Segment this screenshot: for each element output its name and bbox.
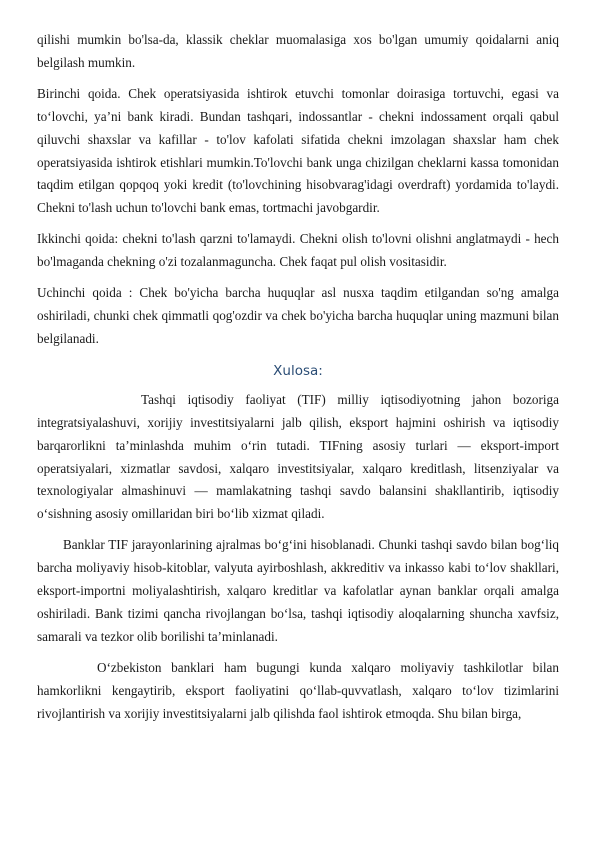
paragraph-rules-intro: qilishi mumkin bo'lsa-da, klassik cheklar muomalasiga xos bo'lgan umumiy qoidalarni aniq belgilash mumkin.	[37, 32, 559, 70]
paragraph-conclusion-banks: Banklar TIF jarayonlarining ajralmas bo‘g‘ini hisoblanadi. Chunki tashqi savdo bilan bog‘liq barcha moliyaviy hisob-kitoblar, valyuta ayirboshlash, akkreditiv va inkasso kabi to‘lov shakllari, eksport-importni moliyalashtirish, xalqaro kreditlar va kafolatlar aynan banklar orqali amalga oshiriladi. Bank tizimi qancha rivojlangan bo‘lsa, tashqi iqtisodiy aloqalarning shuncha xavfsiz, samarali va tezkor olib borilishi ta’minlanadi.	[37, 537, 559, 644]
paragraph-conclusion-tif: Tashqi iqtisodiy faoliyat (TIF) milliy iqtisodiyotning jahon bozoriga integratsiyalashuvi, xorijiy investitsiyalarni jalb qilish, eksport hajmini oshirish va iqtisodiy barqarorlikni ta’minlashda muhim o‘rin tutadi. TIFning asosiy turlari — eksport-import operatsiyalari, xizmatlar savdosi, xalqaro investitsiyalar, xalqaro kreditlash, litsenziyalar va texnologiyalar almashinuvi — mamlakatning tashqi savdo balansini shakllantirib, iqtisodiy o‘sishning asosiy omillaridan biri bo‘lib xizmat qiladi.	[37, 391, 559, 522]
conclusion-heading: Xulosa:	[273, 362, 323, 379]
paragraph-conclusion-uzbekistan: O‘zbekiston banklari ham bugungi kunda xalqaro moliyaviy tashkilotlar bilan hamkorlikni kengaytirib, eksport faoliyatini qo‘llab-quvvatlash, xalqaro to‘lov tizimlarini rivojlantirish va xorijiy investitsiyalarni jalb qilishda faol ishtirok etmoqda. Shu bilan birga,	[37, 659, 559, 721]
document-page	[37, 29, 559, 733]
paragraph-first-rule: Birinchi qoida. Chek operatsiyasida ishtirok etuvchi tomonlar doirasiga tortuvchi, egasi va to‘lovchi, ya’ni bank kiradi. Bundan tashqari, indossantlar - chekni indossament orqali qabul qiluvchi shaxslar va kafillar - to'lov kafolati sifatida chekni imzolagan shaxslar ham chek operatsiyasida ishtirok etishlari mumkin.To'lovchi bank unga chizilgan cheklarni kassa tomonidan taqdim etilgan qopqoq yoki kredit (to'lovchining hisobvarag'idagi overdraft) yordamida to'laydi. Chekni to'lash uchun to'lovchi bank emas, tortmachi javobgardir.	[37, 85, 559, 216]
paragraph-second-rule: Ikkinchi qoida: chekni to'lash qarzni to'lamaydi. Chekni olish to'lovni olishni anglatmaydi - hech bo'lmaganda chekning o'zi tozalanmaguncha. Chek faqat pul olish vositasidir.	[37, 231, 559, 270]
paragraph-third-rule: Uchinchi qoida : Chek bo'yicha barcha huquqlar asl nusxa taqdim etilgandan so'ng amalga oshiriladi, chunki chek qimmatli qog'ozdir va chek bo'yicha barcha huquqlar uning mazmuni bilan belgilanadi.	[37, 285, 559, 346]
